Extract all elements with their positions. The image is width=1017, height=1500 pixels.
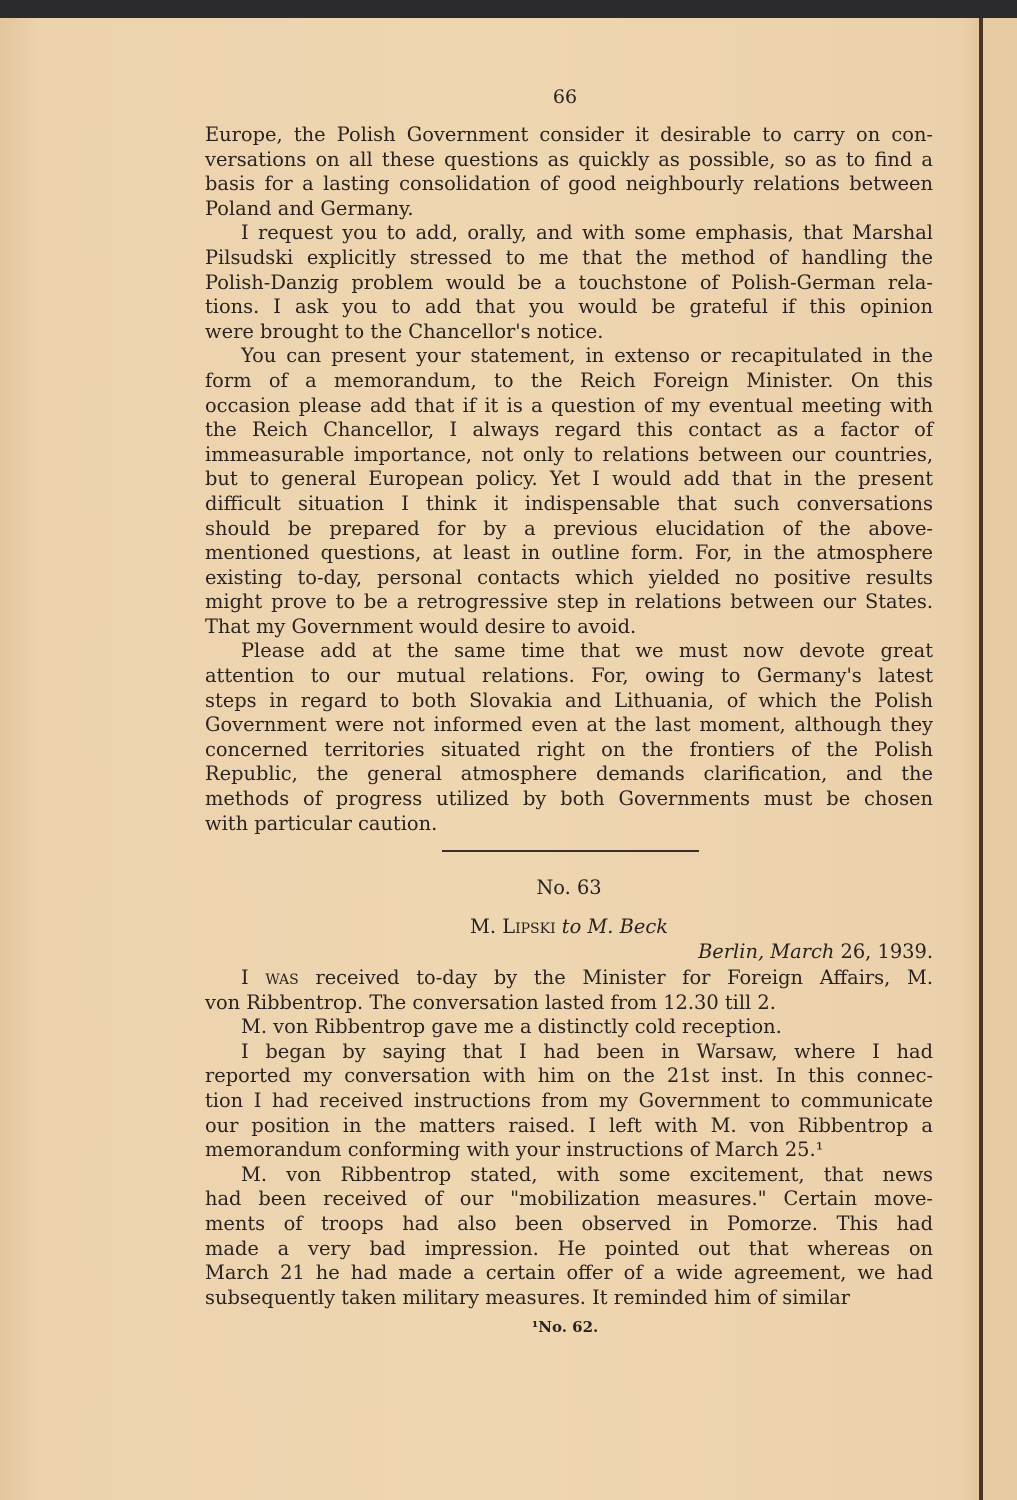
text-line: might prove to be a retrogressive step in relations between our States. xyxy=(205,590,933,614)
text-line: difficult situation I think it indispensable that such conversations xyxy=(205,491,933,515)
text-line: the Reich Chancellor, I always regard this contact as a factor of xyxy=(205,418,933,442)
text-line: tion I had received instructions from my Government to communicate xyxy=(205,1088,933,1112)
text-line: I request you to add, orally, and with some emphasis, that Marshal xyxy=(241,221,933,245)
text-line: subsequently taken military measures. It reminded him of similar xyxy=(205,1285,851,1309)
text-line: had been received of our "mobilization measures." Certain move- xyxy=(205,1187,933,1211)
recipient: M. Beck xyxy=(587,915,668,938)
text-line: You can present your statement, in extenso or recapitulated in the xyxy=(241,344,933,368)
letter-body xyxy=(205,966,933,1310)
document-number: No. 63 xyxy=(536,876,602,899)
text-line: were brought to the Chancellor's notice. xyxy=(205,319,604,343)
text-line: tions. I ask you to add that you would be grateful if this opinion xyxy=(205,295,933,319)
letter-continuation xyxy=(205,123,933,836)
text-line: M. von Ribbentrop stated, with some excitement, that news xyxy=(241,1162,933,1186)
section-divider xyxy=(442,850,699,852)
sender: M. Lipski xyxy=(470,915,556,938)
text-line: Pilsudski explicitly stressed to me that the method of handling the xyxy=(205,245,933,269)
next-page-edge xyxy=(983,18,1017,1500)
footnote: ¹No. 62. xyxy=(531,1318,599,1336)
text-line: Republic, the general atmosphere demands clarification, and the xyxy=(205,762,933,786)
text-line: memorandum conforming with your instructions of March 25.¹ xyxy=(205,1138,824,1162)
text-line: but to general European policy. Yet I would add that in the present xyxy=(205,467,933,491)
opening-words: I was xyxy=(241,966,299,989)
text-line: mentioned questions, at least in outline form. For, in the atmosphere xyxy=(205,541,933,565)
text-line: made a very bad impression. He pointed out that whereas on xyxy=(205,1236,933,1260)
text-line: methods of progress utilized by both Governments must be chosen xyxy=(205,787,933,811)
text-line: with particular caution. xyxy=(205,811,438,835)
text-line: von Ribbentrop. The conversation lasted from 12.30 till 2. xyxy=(205,990,776,1014)
line-text: received to-day by the Minister for Foreign Affairs, M. xyxy=(315,966,933,989)
text-line: Europe, the Polish Government consider it desirable to carry on con- xyxy=(205,123,933,146)
text-line: Polish-Danzig problem would be a touchstone of Polish-German rela- xyxy=(205,270,933,294)
scanner-background xyxy=(0,0,1017,18)
place-date xyxy=(205,940,933,963)
text-line: versations on all these questions as quickly as possible, so as to find a xyxy=(205,147,933,171)
text-line xyxy=(205,966,933,991)
text-line: basis for a lasting consolidation of good neighbourly relations between xyxy=(205,172,933,196)
text-line: our position in the matters raised. I left with M. von Ribbentrop a xyxy=(205,1113,933,1137)
text-line: form of a memorandum, to the Reich Foreign Minister. On this xyxy=(205,368,933,392)
text-line: immeasurable importance, not only to relations between our countries, xyxy=(205,442,933,466)
page-number: 66 xyxy=(552,86,578,108)
text-line: M. von Ribbentrop gave me a distinctly cold reception. xyxy=(241,1015,782,1039)
text-line: Please add at the same time that we must now devote great xyxy=(241,639,933,663)
text-line: occasion please add that if it is a question of my eventual meeting with xyxy=(205,393,933,417)
place: Berlin, March xyxy=(698,940,835,963)
text-line: existing to-day, personal contacts which yielded no positive results xyxy=(205,565,933,589)
text-line: I began by saying that I had been in Warsaw, where I had xyxy=(241,1039,933,1063)
text-line: concerned territories situated right on the frontiers of the Polish xyxy=(205,737,933,761)
date: 26, 1939. xyxy=(840,940,933,963)
document-heading xyxy=(205,915,933,938)
text-line: Government were not informed even at the last moment, although they xyxy=(205,713,933,737)
text-line: should be prepared for by a previous elucidation of the above- xyxy=(205,516,933,540)
text-line: reported my conversation with him on the 21st inst. In this connec- xyxy=(205,1064,933,1088)
text-line: steps in regard to both Slovakia and Lithuania, of which the Polish xyxy=(205,688,933,712)
text-line: March 21 he had made a certain offer of a wide agreement, we had xyxy=(205,1261,933,1285)
text-line: That my Government would desire to avoid. xyxy=(205,614,637,638)
to-word: to xyxy=(561,915,582,938)
text-line: Poland and Germany. xyxy=(205,196,414,220)
text-line: ments of troops had also been observed in Pomorze. This had xyxy=(205,1211,933,1235)
text-line: attention to our mutual relations. For, owing to Germany's latest xyxy=(205,664,933,688)
